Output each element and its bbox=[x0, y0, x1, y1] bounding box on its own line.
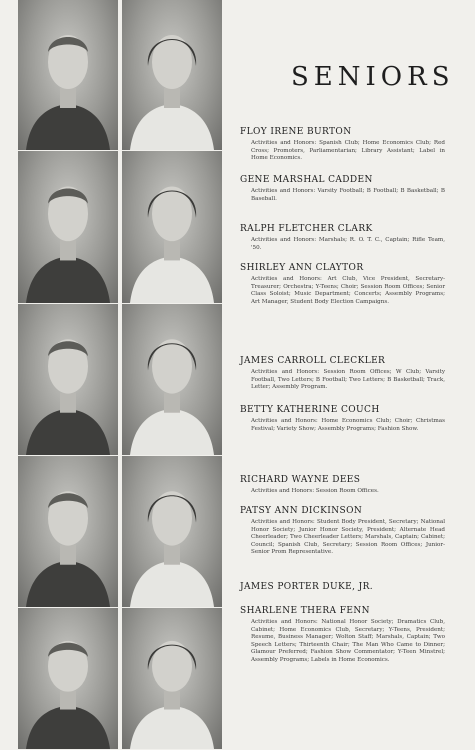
portrait-silhouette bbox=[122, 608, 222, 749]
portrait-silhouette bbox=[18, 456, 118, 607]
portrait-photo bbox=[18, 304, 118, 456]
senior-entry bbox=[240, 224, 445, 252]
senior-activities: Activities and Honors: Marshals; R. O. T. C., Captain; Rifle Team, '50. bbox=[251, 237, 445, 251]
senior-entry bbox=[240, 475, 445, 496]
portrait-silhouette bbox=[18, 304, 118, 455]
portrait-silhouette bbox=[18, 151, 118, 303]
portrait-grid bbox=[18, 0, 222, 750]
senior-activities: Activities and Honors: Session Room Offices. bbox=[251, 488, 379, 494]
senior-name: RICHARD WAYNE DEES bbox=[240, 475, 361, 485]
senior-entry bbox=[240, 263, 445, 306]
portrait-silhouette bbox=[18, 0, 118, 150]
senior-activities: Activities and Honors: Spanish Club; Home Economics Club; Red Cross; Promoters, Parliamentarian; Library Assistant; Label in Home Economics. bbox=[251, 140, 445, 162]
portrait-silhouette bbox=[122, 304, 222, 455]
senior-entry bbox=[240, 175, 445, 203]
portrait-silhouette bbox=[18, 608, 118, 749]
senior-name: JAMES PORTER DUKE, JR. bbox=[240, 582, 374, 592]
portrait-photo bbox=[122, 0, 222, 151]
senior-activities: Activities and Honors: Varsity Football; B Football; B Basketball; B Baseball. bbox=[251, 188, 445, 202]
senior-entry bbox=[240, 127, 445, 163]
senior-activities: Activities and Honors: Art Club, Vice President, Secretary-Treasurer; Orchestra; Y-Teens; Choir; Session Room Offices; Senior Class Soloist; Music Department; Concerts; Assembly Programs; Art Manager, Student Body Election Campaigns. bbox=[251, 276, 445, 305]
senior-name: GENE MARSHAL CADDEN bbox=[240, 175, 373, 185]
portrait-photo bbox=[122, 456, 222, 608]
senior-entry bbox=[240, 405, 445, 433]
senior-activities: Activities and Honors: Home Economics Club; Choir; Christmas Festival; Variety Show; Assembly Programs; Fashion Show. bbox=[251, 418, 445, 432]
senior-entry bbox=[240, 582, 445, 595]
senior-name: PATSY ANN DICKINSON bbox=[240, 506, 363, 516]
portrait-silhouette bbox=[122, 0, 222, 150]
portrait-silhouette bbox=[122, 151, 222, 303]
portrait-photo bbox=[18, 0, 118, 151]
portrait-photo bbox=[18, 608, 118, 750]
portrait-photo bbox=[18, 151, 118, 304]
senior-activities: Activities and Honors: Session Room Offices; W Club; Varsity Football, Two Letters; B Football; Two Letters; B Basketball; Track, Letter; Assembly Program. bbox=[251, 369, 445, 391]
senior-name: FLOY IRENE BURTON bbox=[240, 127, 352, 137]
portrait-photo bbox=[122, 608, 222, 750]
portrait-photo bbox=[18, 456, 118, 608]
portrait-photo bbox=[122, 151, 222, 304]
senior-name: BETTY KATHERINE COUCH bbox=[240, 405, 380, 415]
senior-activities: Activities and Honors: National Honor Society; Dramatics Club, Cabinet; Home Economics Club, Secretary; Y-Teens, President; Resume, Business Manager; Wolton Staff; Marshals, Captain; Two Speech Letters; Thirteenth Chair; The Man Who Came to Dinner; Glamour Preferred; Fashion Show Commentator; Y-Teen Minstrel; Assembly Programs; Labels in Home Economics. bbox=[251, 619, 445, 663]
senior-entry bbox=[240, 606, 445, 665]
portrait-silhouette bbox=[122, 456, 222, 607]
senior-name: JAMES CARROLL CLECKLER bbox=[240, 356, 386, 366]
senior-name: SHARLENE THERA FENN bbox=[240, 606, 370, 616]
senior-entry bbox=[240, 356, 445, 392]
senior-name: RALPH FLETCHER CLARK bbox=[240, 224, 373, 234]
portrait-photo bbox=[122, 304, 222, 456]
senior-entry bbox=[240, 506, 445, 557]
senior-name: SHIRLEY ANN CLAYTOR bbox=[240, 263, 364, 273]
page-title: SENIORS bbox=[291, 62, 455, 92]
senior-activities: Activities and Honors: Student Body President, Secretary; National Honor Society; Junior Honor Society, President; Alternate Head Cheerleader; Two Cheerleader Letters; Marshals, Captain; Cabinet; Council; Spanish Club, Secretary; Session Room Offices; Junior-Senior Prom Representative. bbox=[251, 519, 445, 556]
